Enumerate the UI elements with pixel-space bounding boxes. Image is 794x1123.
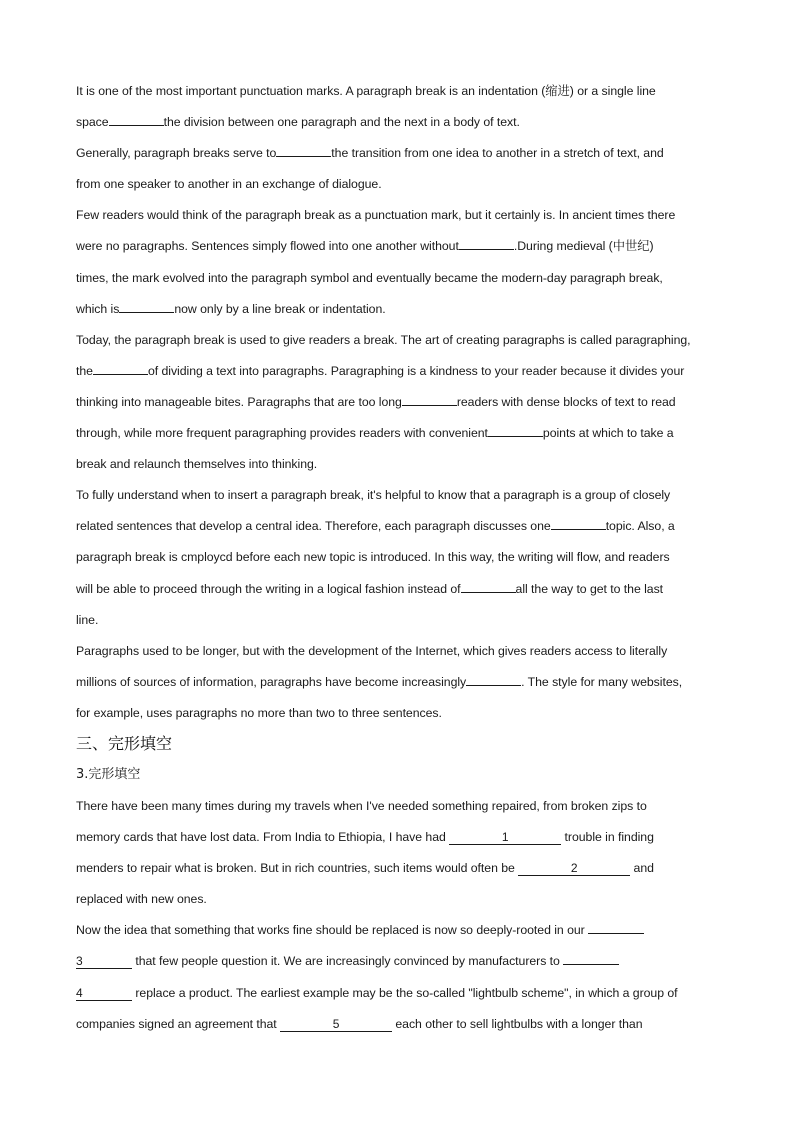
text-segment: . The style for many websites, <box>521 674 683 689</box>
text-segment: millions of sources of information, paragraphs have become increasingly <box>76 674 467 689</box>
section-heading: 三、完形填空 <box>76 733 173 753</box>
text-segment: Today, the paragraph break is used to give readers a break. The art of creating paragraphs is called paragraphing, <box>76 332 691 347</box>
text-segment: all the way to get to the last <box>515 581 664 596</box>
text-line <box>76 636 721 667</box>
answer-blank[interactable] <box>119 299 174 313</box>
text-segment: through, while more frequent paragraphing provides readers with convenient <box>76 426 488 441</box>
text-line <box>76 884 721 915</box>
text-segment: thinking into manageable bites. Paragraphs that are too long <box>76 394 402 409</box>
text-segment: the transition from one idea to another in a stretch of text, and <box>331 146 664 161</box>
text-segment: trouble in finding <box>561 830 654 845</box>
text-segment: now only by a line break or indentation. <box>174 301 386 316</box>
text-segment: will be able to proceed through the writing in a logical fashion instead of <box>76 581 461 596</box>
answer-blank[interactable] <box>588 920 644 934</box>
text-segment: .During medieval (中世纪) <box>513 239 654 254</box>
text-segment: Now the idea that something that works fine should be replaced is now so deeply-rooted in our <box>76 923 589 938</box>
text-line <box>76 294 721 325</box>
text-line <box>76 200 721 231</box>
text-segment: that few people question it. We are increasingly convinced by manufacturers to <box>132 954 564 969</box>
text-segment: the division between one paragraph and the next in a body of text. <box>163 115 520 130</box>
text-line <box>76 1009 721 1040</box>
answer-blank[interactable] <box>461 579 516 593</box>
text-line <box>76 853 721 884</box>
text-line <box>76 667 721 698</box>
answer-blank[interactable] <box>459 236 514 250</box>
answer-blank[interactable]: 4 <box>76 987 132 1001</box>
text-segment: companies signed an agreement that <box>76 1016 281 1031</box>
answer-blank[interactable]: 2 <box>518 862 630 876</box>
text-line <box>76 263 721 294</box>
text-segment: replace a product. The earliest example may be the so-called "lightbulb scheme", in which a group of <box>132 985 678 1000</box>
answer-blank[interactable]: 3 <box>76 955 132 969</box>
text-line <box>76 356 721 387</box>
page-content <box>76 76 721 1040</box>
text-line <box>76 605 721 636</box>
text-segment: which is <box>76 301 120 316</box>
text-segment: line. <box>76 612 99 627</box>
answer-blank[interactable] <box>551 516 606 530</box>
text-segment: the <box>76 363 93 378</box>
text-line <box>76 946 721 977</box>
passage-1 <box>76 76 721 729</box>
text-line <box>76 107 721 138</box>
answer-blank[interactable] <box>276 143 331 157</box>
answer-blank[interactable] <box>563 951 619 965</box>
text-segment: paragraph break is cmploycd before each new topic is introduced. In this way, the writing will flow, and readers <box>76 550 670 565</box>
answer-blank[interactable]: 5 <box>280 1018 392 1032</box>
text-line <box>76 138 721 169</box>
text-segment: menders to repair what is broken. But in rich countries, such items would often be <box>76 861 519 876</box>
answer-blank[interactable] <box>488 423 543 437</box>
text-line <box>76 449 721 480</box>
text-line <box>76 574 721 605</box>
text-segment: Paragraphs used to be longer, but with the development of the Internet, which gives readers access to literally <box>76 643 668 658</box>
question-heading: 3.完形填空 <box>76 766 141 782</box>
text-line <box>76 542 721 573</box>
text-segment: times, the mark evolved into the paragraph symbol and eventually became the modern-day paragraph break, <box>76 270 663 285</box>
answer-blank[interactable] <box>466 672 521 686</box>
text-line <box>76 978 721 1009</box>
passage-2 <box>76 791 721 1040</box>
text-line <box>76 169 721 200</box>
text-segment: points at which to take a <box>542 426 674 441</box>
text-line <box>76 915 721 946</box>
text-line <box>76 822 721 853</box>
text-segment: memory cards that have lost data. From India to Ethiopia, I have had <box>76 830 450 845</box>
text-line <box>76 387 721 418</box>
text-segment: To fully understand when to insert a paragraph break, it's helpful to know that a paragraph is a group of closely <box>76 488 671 503</box>
text-segment: related sentences that develop a central idea. Therefore, each paragraph discusses one <box>76 519 551 534</box>
answer-blank[interactable] <box>109 112 164 126</box>
answer-blank[interactable]: 1 <box>449 831 561 845</box>
text-segment: break and relaunch themselves into thinking. <box>76 457 318 472</box>
text-line <box>76 231 721 262</box>
text-line <box>76 325 721 356</box>
text-segment: There have been many times during my travels when I've needed something repaired, from broken zips to <box>76 798 647 813</box>
answer-blank[interactable] <box>93 361 148 375</box>
text-line <box>76 511 721 542</box>
text-segment: replaced with new ones. <box>76 892 207 907</box>
text-segment: and <box>630 861 654 876</box>
text-segment: from one speaker to another in an exchange of dialogue. <box>76 177 382 192</box>
text-line <box>76 76 721 107</box>
text-segment: topic. Also, a <box>605 519 675 534</box>
text-segment: for example, uses paragraphs no more than two to three sentences. <box>76 705 442 720</box>
text-line <box>76 480 721 511</box>
text-line <box>76 791 721 822</box>
text-segment: readers with dense blocks of text to read <box>456 394 676 409</box>
text-segment: each other to sell lightbulbs with a longer than <box>392 1016 643 1031</box>
text-segment: Few readers would think of the paragraph break as a punctuation mark, but it certainly is. In ancient times there <box>76 208 676 223</box>
text-segment: space <box>76 115 109 130</box>
text-segment: Generally, paragraph breaks serve to <box>76 146 277 161</box>
text-line <box>76 418 721 449</box>
text-segment: were no paragraphs. Sentences simply flowed into one another without <box>76 239 459 254</box>
text-segment: It is one of the most important punctuation marks. A paragraph break is an indentation (缩进) or a single line <box>76 84 656 98</box>
answer-blank[interactable] <box>402 392 457 406</box>
text-segment: of dividing a text into paragraphs. Paragraphing is a kindness to your reader because it divides your <box>147 363 685 378</box>
text-line <box>76 698 721 729</box>
